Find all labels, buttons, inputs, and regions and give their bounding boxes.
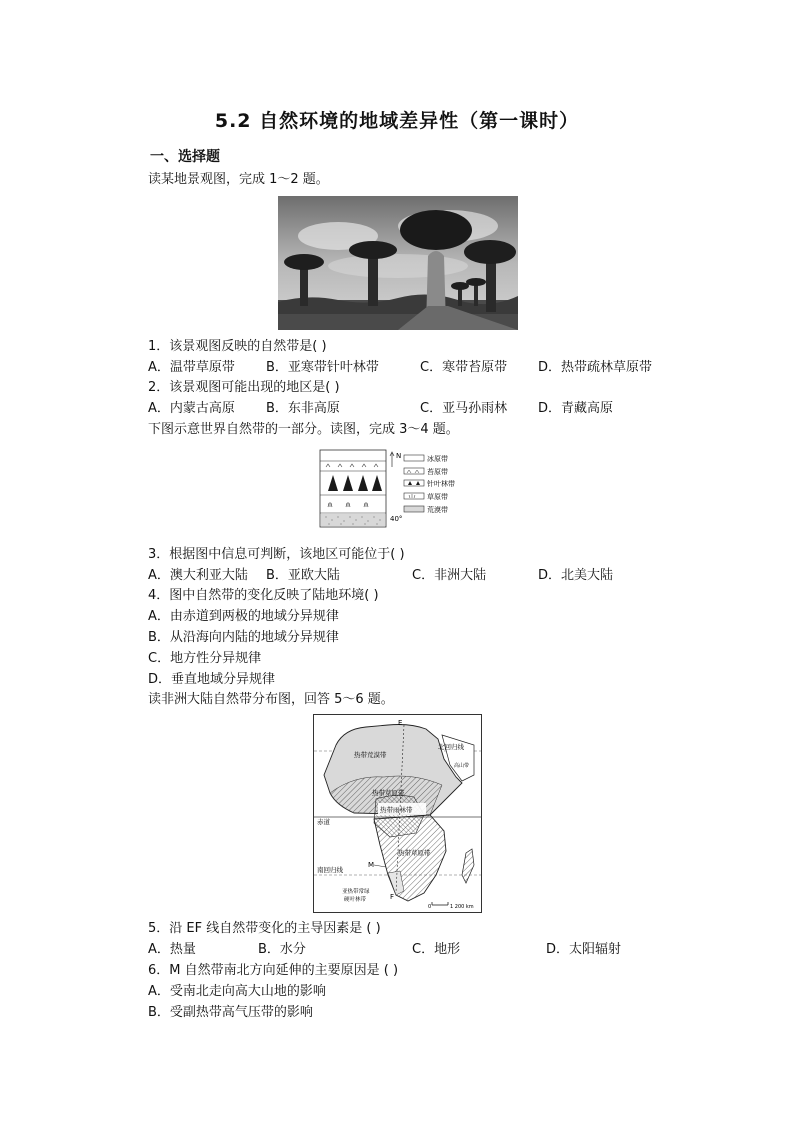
question-5-option-a[interactable]: A．热量 <box>148 942 196 957</box>
scale-label: 1 200 km <box>450 904 474 910</box>
madagascar-shape <box>462 849 474 883</box>
africa-zones-map <box>313 714 482 913</box>
tropic-of-capricorn-label: 南回归线 <box>317 866 343 874</box>
equator-label: 赤道 <box>317 818 330 826</box>
question-4-option-b[interactable]: B．从沿海向内陆的地域分异规律 <box>148 630 339 645</box>
question-4-option-c[interactable]: C．地方性分异规律 <box>148 651 262 666</box>
savanna-north-label: 热带草原带 <box>372 789 405 797</box>
question-3-option-d[interactable]: D．北美大陆 <box>538 568 614 583</box>
tropic-of-cancer-label: 北回归线 <box>438 743 464 751</box>
question-6-stem: 6．M 自然带南北方向延伸的主要原因是 ( ) <box>148 963 399 978</box>
question-5-options <box>148 942 708 958</box>
question-2-stem: 2．该景观图可能出现的地区是( ) <box>148 380 340 395</box>
question-2-option-b[interactable]: B．东非高原 <box>266 401 340 416</box>
question-2-options <box>148 401 708 417</box>
question-4-option-d[interactable]: D．垂直地域分异规律 <box>148 672 276 687</box>
question-4-option-a[interactable]: A．由赤道到两极的地域分异规律 <box>148 609 339 624</box>
question-1-option-c[interactable]: C．寒带苔原带 <box>420 360 508 375</box>
question-5-option-c[interactable]: C．地形 <box>412 942 461 957</box>
subtropical-label-line2: 硬叶林带 <box>344 897 367 903</box>
north-label: N <box>396 452 402 460</box>
question-3-option-b[interactable]: B．亚欧大陆 <box>266 568 340 583</box>
zone-legend <box>404 454 455 514</box>
question-1-option-d[interactable]: D．热带疏林草原带 <box>538 360 653 375</box>
point-e-label: E <box>398 719 403 727</box>
rainforest-zone-label: 热带雨林带 <box>380 806 413 814</box>
desert-zone-label: 热带荒漠带 <box>354 751 387 759</box>
question-3-option-c[interactable]: C．非洲大陆 <box>412 568 487 583</box>
question-5-option-d[interactable]: D．太阳辐射 <box>546 942 622 957</box>
legend-tundra: 苔原带 <box>427 468 448 476</box>
question-3-option-a[interactable]: A．澳大利亚大陆 <box>148 568 248 583</box>
africa-south-shape <box>374 815 446 901</box>
latitude-label: 40° <box>390 515 403 523</box>
legend-conifer: 针叶林带 <box>427 480 455 488</box>
scale-bar <box>428 902 474 910</box>
question-2-option-c[interactable]: C．亚马孙雨林 <box>420 401 508 416</box>
natural-zones-figure <box>318 449 478 529</box>
baobab-landscape-image <box>278 196 518 330</box>
landscape-photo <box>278 196 518 330</box>
legend-ice: 冰原带 <box>427 455 448 463</box>
question-5-option-b[interactable]: B．水分 <box>258 942 306 957</box>
scale-zero: 0 <box>428 904 432 910</box>
question-1-option-a[interactable]: A．温带草原带 <box>148 360 235 375</box>
intro-q1-2: 读某地景观图，完成 1～2 题。 <box>148 172 329 187</box>
subtropical-label-line1: 亚热带常绿 <box>342 889 370 895</box>
page-title: 5.2 自然环境的地域差异性（第一课时） <box>214 110 580 132</box>
question-5-stem: 5．沿 EF 线自然带变化的主导因素是 ( ) <box>148 921 381 936</box>
legend-desert: 荒漠带 <box>427 506 448 514</box>
highland-label: 高山带 <box>454 763 470 769</box>
natural-zones-diagram <box>318 449 478 529</box>
point-f-label: F <box>390 893 395 901</box>
question-3-stem: 3．根据图中信息可判断，该地区可能位于( ) <box>148 547 405 562</box>
question-1-option-b[interactable]: B．亚寒带针叶林带 <box>266 360 379 375</box>
question-2-option-d[interactable]: D．青藏高原 <box>538 401 614 416</box>
question-2-option-a[interactable]: A．内蒙古高原 <box>148 401 235 416</box>
section-heading: 一、选择题 <box>150 149 220 165</box>
question-6-option-b[interactable]: B．受副热带高气压带的影响 <box>148 1005 313 1020</box>
question-3-options <box>148 568 708 584</box>
africa-map-svg <box>314 715 481 912</box>
question-4-stem: 4．图中自然带的变化反映了陆地环境( ) <box>148 588 379 603</box>
intro-q5-6: 读非洲大陆自然带分布图，回答 5～6 题。 <box>148 692 394 707</box>
savanna-south-label: 热带草原带 <box>398 849 431 857</box>
question-6-option-a[interactable]: A．受南北走向高大山地的影响 <box>148 984 326 999</box>
question-1-options <box>148 360 708 376</box>
point-m-label: M <box>368 861 375 869</box>
legend-grassland: 草原带 <box>427 493 448 501</box>
intro-q3-4: 下图示意世界自然带的一部分。读图，完成 3～4 题。 <box>148 422 459 437</box>
question-1-stem: 1．该景观图反映的自然带是( ) <box>148 339 327 354</box>
